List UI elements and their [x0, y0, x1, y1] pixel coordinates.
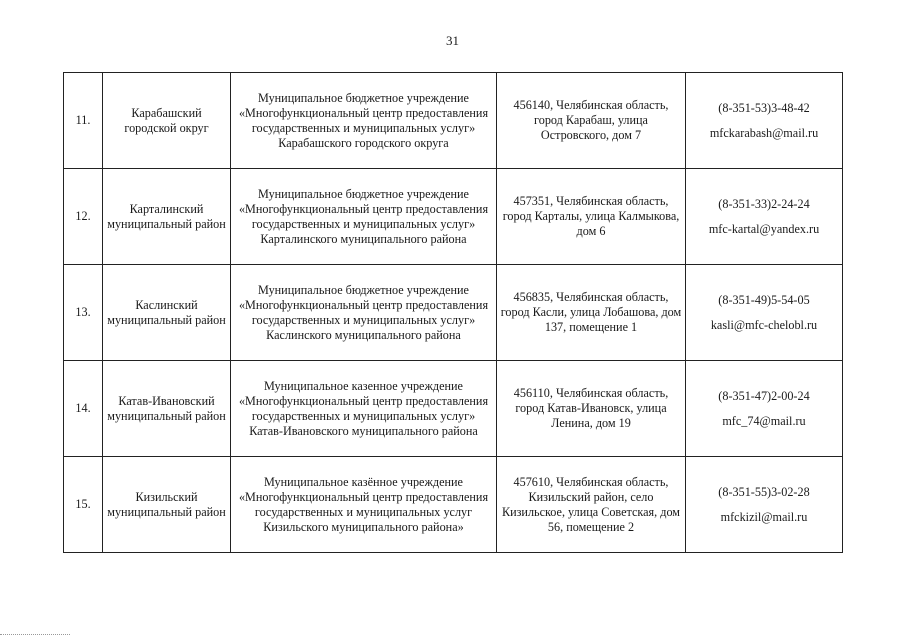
email: kasli@mfc-chelobl.ru: [710, 317, 818, 332]
table-row: [64, 73, 843, 169]
row-number: 12.: [64, 169, 103, 265]
email: mfckarabash@mail.ru: [709, 125, 819, 140]
table-row: [64, 169, 843, 265]
page-number: 31: [446, 33, 459, 48]
contacts: [686, 73, 843, 169]
phone: (8-351-47)2-00-24: [718, 388, 810, 403]
address: 456110, Челябинская область, город Катав-Ивановск, улица Ленина, дом 19: [497, 361, 686, 457]
table-row: [64, 361, 843, 457]
phone: (8-351-33)2-24-24: [718, 196, 810, 211]
table-row: [64, 265, 843, 361]
institution-name: Муниципальное бюджетное учреждение «Многофункциональный центр предоставления государственных и муниципальных услуг» Каслинского муниципального района: [231, 265, 497, 361]
address: 456835, Челябинская область, город Касли, улица Лобашова, дом 137, помещение 1: [497, 265, 686, 361]
row-number: 14.: [64, 361, 103, 457]
institution-name: Муниципальное казённое учреждение «Многофункциональный центр предоставления государственных и муниципальных услуг Кизильского муниципального района»: [231, 457, 497, 553]
address: 457351, Челябинская область, город Карталы, улица Калмыкова, дом 6: [497, 169, 686, 265]
institution-name: Муниципальное казенное учреждение «Многофункциональный центр предоставления государственных и муниципальных услуг» Катав-Ивановского муниципального района: [231, 361, 497, 457]
address: 456140, Челябинская область, город Карабаш, улица Островского, дом 7: [497, 73, 686, 169]
municipality-name: Катав-Ивановский муниципальный район: [103, 361, 231, 457]
institution-name: Муниципальное бюджетное учреждение «Многофункциональный центр предоставления государственных и муниципальных услуг» Карабашского городского округа: [231, 73, 497, 169]
phone: (8-351-53)3-48-42: [718, 100, 810, 115]
email: mfc_74@mail.ru: [722, 413, 806, 428]
address: 457610, Челябинская область, Кизильский район, село Кизильское, улица Советская, дом 56, помещение 2: [497, 457, 686, 553]
row-number: 11.: [64, 73, 103, 169]
contacts: [686, 265, 843, 361]
municipality-name: Карабашский городской округ: [103, 73, 231, 169]
email: mfckizil@mail.ru: [720, 509, 808, 524]
contacts: [686, 457, 843, 553]
contacts: [686, 169, 843, 265]
scan-artifact-mark: [0, 634, 70, 638]
municipality-name: Каслинский муниципальный район: [103, 265, 231, 361]
phone: (8-351-49)5-54-05: [718, 292, 810, 307]
row-number: 13.: [64, 265, 103, 361]
municipality-name: Карталинский муниципальный район: [103, 169, 231, 265]
municipality-name: Кизильский муниципальный район: [103, 457, 231, 553]
institution-name: Муниципальное бюджетное учреждение «Многофункциональный центр предоставления государственных и муниципальных услуг» Карталинского муниципального района: [231, 169, 497, 265]
phone: (8-351-55)3-02-28: [718, 484, 810, 499]
email: mfc-kartal@yandex.ru: [708, 221, 820, 236]
mfc-table: [63, 72, 843, 553]
table-row: [64, 457, 843, 553]
contacts: [686, 361, 843, 457]
row-number: 15.: [64, 457, 103, 553]
